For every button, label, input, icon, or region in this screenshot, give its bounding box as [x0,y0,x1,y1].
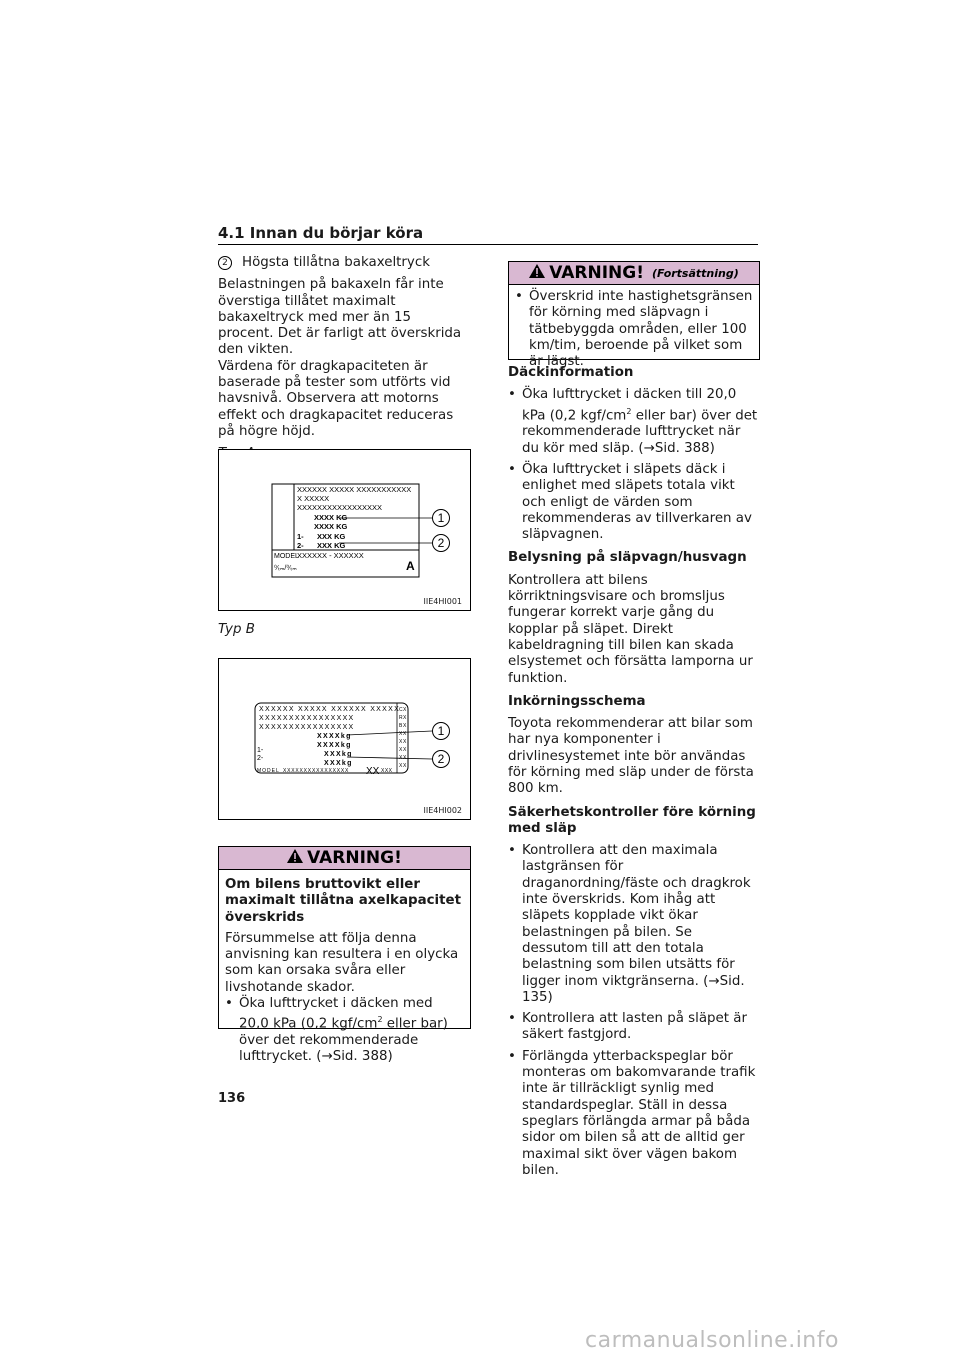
heading-safety: Säkerhetskontroller före körning med släp [508,804,756,836]
warning-header [219,847,470,870]
svg-text:X: X [403,707,407,713]
svg-text:B: B [399,723,403,729]
item-number: 2 [218,256,232,270]
figure-code: IIE4HI002 [423,806,462,815]
label-line: XXX KG [317,541,346,550]
label-line: 1- [297,532,304,541]
label-line: XXX KG [317,532,346,541]
svg-text:X: X [399,747,403,753]
svg-text:C: C [399,707,403,713]
label-line: XXXXkg [317,733,352,740]
warning-title: VARNING! [307,848,402,868]
label-line: XXXX KG [314,513,348,522]
left-column [218,255,468,469]
watermark: carmanualsonline.info [585,1328,839,1353]
section-title: 4.1 Innan du börjar köra [218,224,424,242]
label-line: XXXkg [324,760,353,767]
page-number: 136 [218,1091,246,1106]
warning-title: VARNING! [549,263,644,283]
label-line: A [406,559,415,573]
label-line: 1- [257,747,264,754]
svg-text:X: X [403,723,407,729]
warning-icon [287,848,303,868]
section-rule [218,244,758,245]
label-line: XXXXXX - XXXXXX [297,551,364,560]
callout-2: 2 [437,752,445,766]
label-line: XXXXXXXXXXXXXXXX [283,768,350,774]
label-line: XXXXXX XXXXX XXXXXX XXXXX [259,706,401,713]
break-in-paragraph: Toyota rekommenderar att bilar som har nya komponenter i drivlinesystemet inte bör användas för körning med släp under de första 800 km. [508,716,754,797]
heading-lighting: Belysning på släpvagn/husvagn [508,550,747,566]
warning-continuation: (Fortsättning) [652,266,739,280]
heading-tyre: Däckinformation [508,365,634,380]
label-illustration-b [219,659,470,819]
altitude-paragraph: Värdena för dragkapaciteten är baserade på tester som utförts vid havsnivå. Observera att motorns effekt och dragkapacitet reduceras på högre höjd. [218,358,454,439]
svg-text:X: X [399,763,403,769]
item-heading [218,255,468,271]
warning-paragraph: Försummelse att följa denna anvisning kan resultera i en olycka som kan orsaka svåra eller livshotande skador. [225,930,459,995]
svg-text:X: X [403,747,407,753]
warning-bullet: • Öka lufttrycket i däcken med 20,0 kPa (0,2 kgf/$cm^2$ eller bar) över det rekommenderade lufttrycket. (→Sid. 388) [225,996,464,1066]
svg-text:X: X [399,731,403,737]
label-line: XXX [381,768,393,774]
label-line: MODEL [274,553,299,560]
label-line: XXXXXX XXXXX XXXXXXXXXXX [297,485,412,494]
warning-body [219,870,470,1076]
label-line: XXXXkg [317,742,352,749]
right-column [508,365,760,1184]
label-line: 2- [297,541,304,550]
axle-paragraph: Belastningen på bakaxeln får inte överstiga tillåtet maximalt bakaxeltryck med mer än 15 procent. Det är farligt att överskrida den vikten. [218,277,462,358]
label-line: XXXX KG [314,522,348,531]
warning-heading: Om bilens bruttovikt eller maximalt tillåtna axelkapacitet överskrids [225,877,462,925]
label-line: ⁰⁄ₜₘ/⁰⁄ₜₘ [274,565,297,572]
safety-bullet: • Kontrollera att lasten på släpet är säkert fastgjord. [508,1011,760,1044]
label-line: XX [366,766,380,777]
label-line: 2- [257,755,264,762]
svg-text:R: R [399,715,403,721]
label-line: X XXXXX [297,494,330,503]
svg-text:X: X [403,731,407,737]
callout-1: 1 [437,511,445,525]
callout-1: 1 [437,724,445,738]
tyre-bullet: • Öka lufttrycket i släpets däck i enlighet med släpets totala vikt och enligt de värden som rekommenderas av tillverkaren av släpvagnen. [508,462,760,543]
warning-icon [529,263,545,283]
tyre-bullet: • Öka lufttrycket i däcken till 20,0 kPa (0,2 kgf/$cm^2$ eller bar) över det rekommenderade lufttrycket när du kör med släp. (→Sid. 388) [508,387,760,457]
svg-text:X: X [403,739,407,745]
warning-bullet: • Överskrid inte hastighetsgränsen för körning med släpvagn i tätbebyggda områden, eller 100 km/tim, beroende på vilket som är lägst. [515,289,753,370]
lighting-paragraph: Kontrollera att bilens körriktningsvisare och bromsljus fungerar korrekt varje gång du kopplar på släpet. Direkt kabeldragning till bilen kan skada elsystemet och försätta lamporna ur funktion. [508,572,753,686]
figure-code: IIE4HI001 [423,597,462,606]
svg-text:X: X [403,763,407,769]
svg-text:X: X [399,739,403,745]
heading-break-in: Inkörningsschema [508,693,646,709]
label-line: MODEL [257,768,280,774]
warning-header [509,262,759,285]
label-line: XXXkg [324,751,353,758]
label-line: XXXXXXXXXXXXXXXXX [297,503,383,512]
safety-bullet: • Förlängda ytterbackspeglar bör monteras om bakomvarande trafik inte är tillräckligt synlig med standardspeglar. Ställ in dessa speglars förlängda armar på båda sidor om bilen så att de alltid ger maximal sikt över vägen bakom bilen. [508,1049,760,1179]
warning-box-right [508,261,760,370]
typ-b-label: Typ B [218,622,255,637]
figure-type-a [218,449,471,611]
safety-bullet: • Kontrollera att den maximala lastgränsen för draganordning/fäste och dragkrok inte överskrids. Kom ihåg att släpets kopplade vikt ökar belastningen på bilen. Se dessutom till att den totala belastning som bilen utsätts för ligger inom viktgränserna. (→Sid. 135) [508,843,760,1006]
label-line: XXXXXXXXXXXXXXXX [259,715,355,722]
figure-type-b [218,658,471,820]
warning-box-left [218,846,471,1065]
label-line: XXXXXXXXXXXXXXXX [259,724,355,731]
callout-2: 2 [437,536,445,550]
item-title: Högsta tillåtna bakaxeltryck [242,255,430,270]
svg-text:X: X [403,715,407,721]
label-illustration-a [219,450,470,610]
